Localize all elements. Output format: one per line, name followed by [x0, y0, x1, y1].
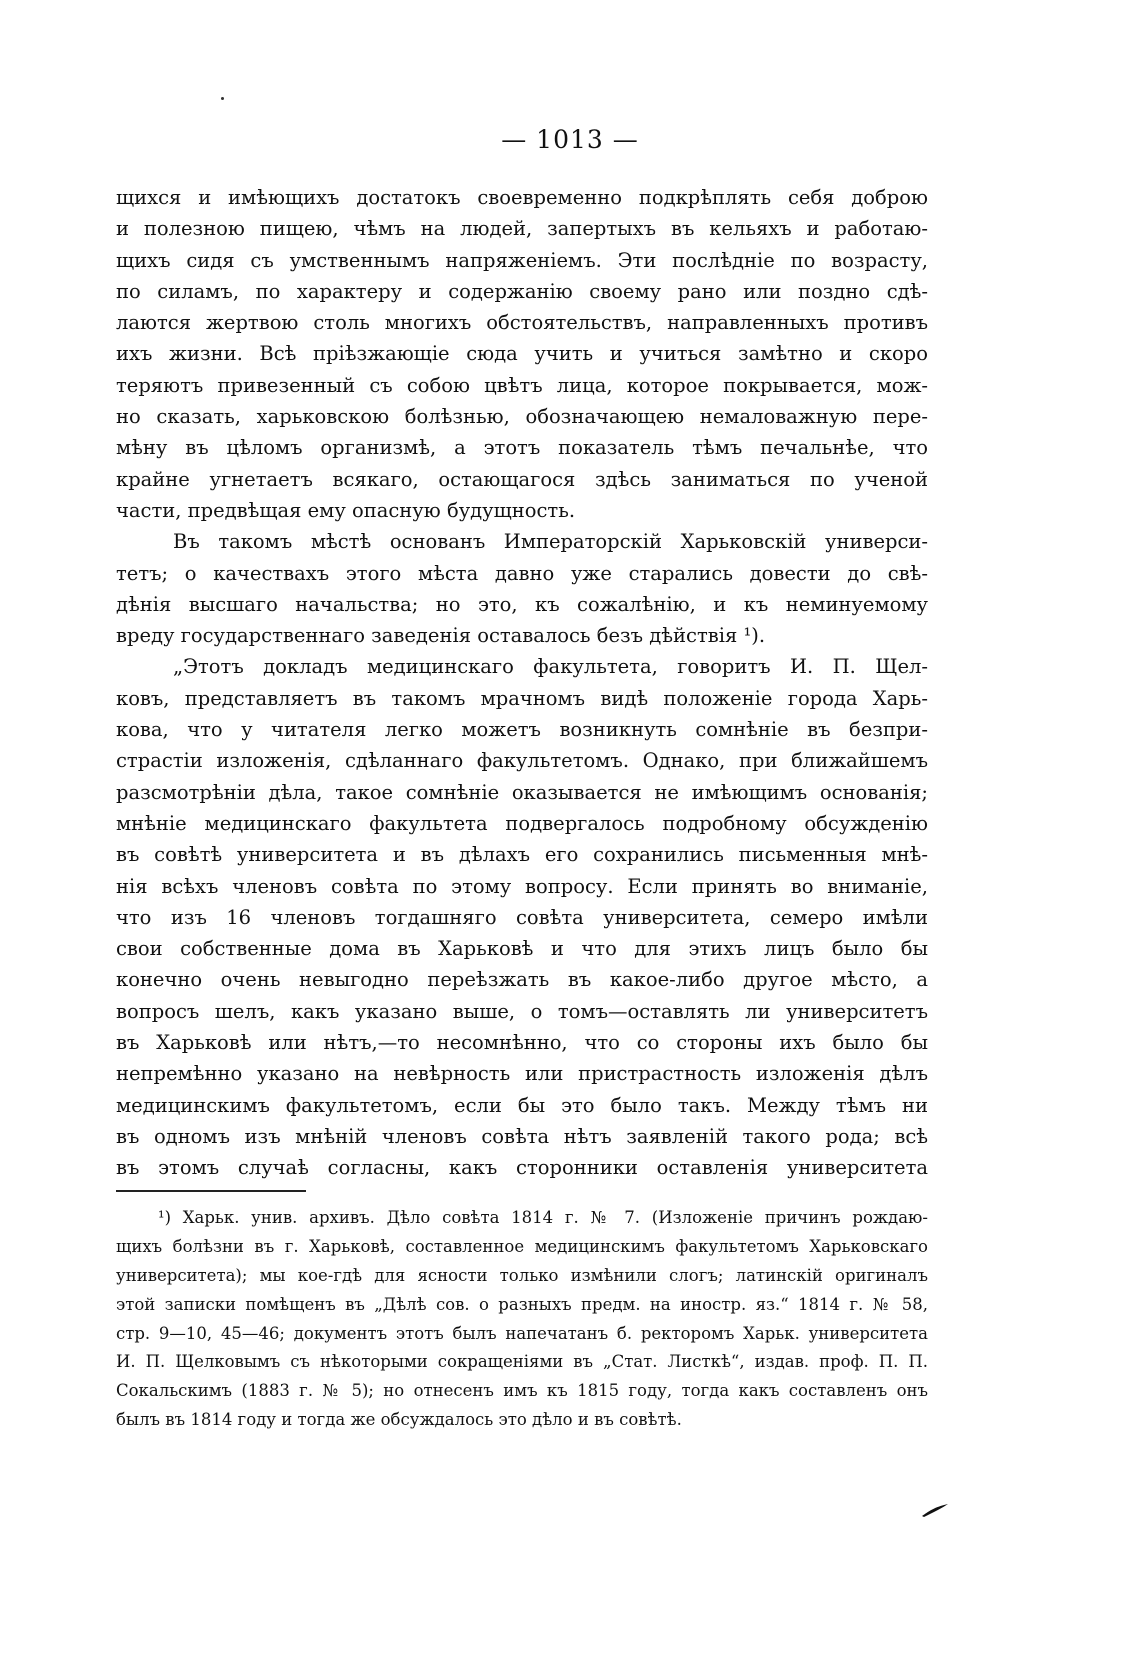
main-text	[116, 182, 928, 1184]
text-line: дѣнія высшаго начальства; но это, къ сожалѣнію, и къ неминуемому	[116, 592, 928, 616]
print-speck	[221, 97, 224, 100]
text-line: вопросъ шелъ, какъ указано выше, о томъ—оставлять ли университетъ	[116, 999, 928, 1023]
text-line: теряютъ привезенный съ собою цвѣтъ лица, которое покрывается, мож-	[116, 373, 928, 397]
text-line: ковъ, представляетъ въ такомъ мрачномъ видѣ положеніе города Харь-	[116, 686, 928, 710]
text-line: непремѣнно указано на невѣрность или пристрастность изложенія дѣлъ	[116, 1062, 928, 1086]
text-line: медицинскимъ факультетомъ, если бы это было такъ. Между тѣмъ ни	[116, 1093, 928, 1117]
page-number: — 1013 —	[501, 125, 639, 154]
text-line: „Этотъ докладъ медицинскаго факультета, говоритъ И. П. Щел-	[173, 655, 928, 679]
text-line: страстіи изложенія, сдѣланнаго факультетомъ. Однако, при ближайшемъ	[116, 749, 928, 773]
footnote-line: ¹) Харьк. унив. архивъ. Дѣло совѣта 1814 г. № 7. (Изложеніе причинъ рождаю-	[158, 1208, 928, 1227]
text-line: свои собственные дома въ Харьковѣ и что для этихъ лицъ было бы	[116, 937, 928, 961]
text-line: мѣну въ цѣломъ организмѣ, а этотъ показатель тѣмъ печальнѣе, что	[116, 436, 928, 460]
footnote-line: щихъ болѣзни въ г. Харьковѣ, составленное медицинскимъ факультетомъ Харьковскаго	[116, 1236, 928, 1256]
text-line: конечно очень невыгодно переѣзжать въ какое-либо другое мѣсто, а	[116, 968, 928, 992]
text-line: лаются жертвою столь многихъ обстоятельствъ, направленныхъ противъ	[116, 311, 928, 335]
text-line: въ Харьковѣ или нѣтъ,—то несомнѣнно, что со стороны ихъ было бы	[116, 1031, 928, 1055]
footnote-line: И. П. Щелковымъ съ нѣкоторыми сокращеніями въ „Стат. Листкѣ“, издав. проф. П. П.	[116, 1352, 928, 1372]
text-line: кова, что у читателя легко можетъ возникнуть сомнѣніе въ безпри-	[116, 718, 928, 742]
text-line: и полезною пищею, чѣмъ на людей, запертыхъ въ кельяхъ и работаю-	[116, 217, 928, 241]
text-line: крайне угнетаетъ всякаго, остающагося здѣсь заниматься по ученой	[116, 467, 928, 491]
text-line: щихся и имѣющихъ достатокъ своевременно подкрѣплять себя доброю	[116, 186, 928, 209]
text-line: что изъ 16 членовъ тогдашняго совѣта университета, семеро имѣли	[116, 905, 928, 929]
text-line: вреду государственнаго заведенія оставалось безъ дѣйствія ¹).	[116, 624, 766, 648]
ink-mark	[920, 1502, 950, 1518]
text-line: ихъ жизни. Всѣ пріѣзжающіе сюда учить и учиться замѣтно и скоро	[116, 342, 928, 366]
text-line: разсмотрѣніи дѣла, такое сомнѣніе оказывается не имѣющимъ основанія;	[116, 780, 928, 804]
text-line: но сказать, харьковскою болѣзнью, обозначающею немаловажную пере-	[116, 405, 928, 429]
text-line: Въ такомъ мѣстѣ основанъ Императорскій Харьковскій универси-	[173, 530, 928, 554]
footnote-divider	[116, 1190, 306, 1192]
footnote-line: Сокальскимъ (1883 г. № 5); но отнесенъ имъ къ 1815 году, тогда какъ составленъ онъ	[116, 1381, 928, 1401]
text-line: щихъ сидя съ умственнымъ напряженіемъ. Эти послѣдніе по возрасту,	[116, 248, 928, 272]
footnote-line: былъ въ 1814 году и тогда же обсуждалось это дѣло и въ совѣтѣ.	[116, 1410, 682, 1430]
footnote-line: университета); мы кое-гдѣ для ясности только измѣнили слогъ; латинскій оригиналъ	[116, 1265, 928, 1285]
footnote-line: этой записки помѣщенъ въ „Дѣлѣ сов. о разныхъ предм. на иностр. яз.“ 1814 г. № 58,	[116, 1294, 928, 1314]
text-line: въ одномъ изъ мнѣній членовъ совѣта нѣтъ заявленій такого рода; всѣ	[116, 1124, 928, 1148]
text-line: по силамъ, по характеру и содержанію своему рано или поздно сдѣ-	[116, 279, 928, 303]
text-line: нія всѣхъ членовъ совѣта по этому вопросу. Если принять во вниманіе,	[116, 874, 928, 898]
footnote-line: стр. 9—10, 45—46; документъ этотъ былъ напечатанъ б. ректоромъ Харьк. университета	[116, 1323, 928, 1343]
text-line: части, предвѣщая ему опасную будущность.	[116, 498, 576, 522]
text-line: въ этомъ случаѣ согласны, какъ сторонники оставленія университета	[116, 1156, 928, 1180]
text-line: мнѣніе медицинскаго факультета подвергалось подробному обсужденію	[116, 811, 928, 835]
text-line: въ совѣтѣ университета и въ дѣлахъ его сохранились письменныя мнѣ-	[116, 843, 928, 867]
text-line: тетъ; о качествахъ этого мѣста давно уже старались довести до свѣ-	[116, 561, 928, 585]
footnotes	[116, 1204, 928, 1435]
